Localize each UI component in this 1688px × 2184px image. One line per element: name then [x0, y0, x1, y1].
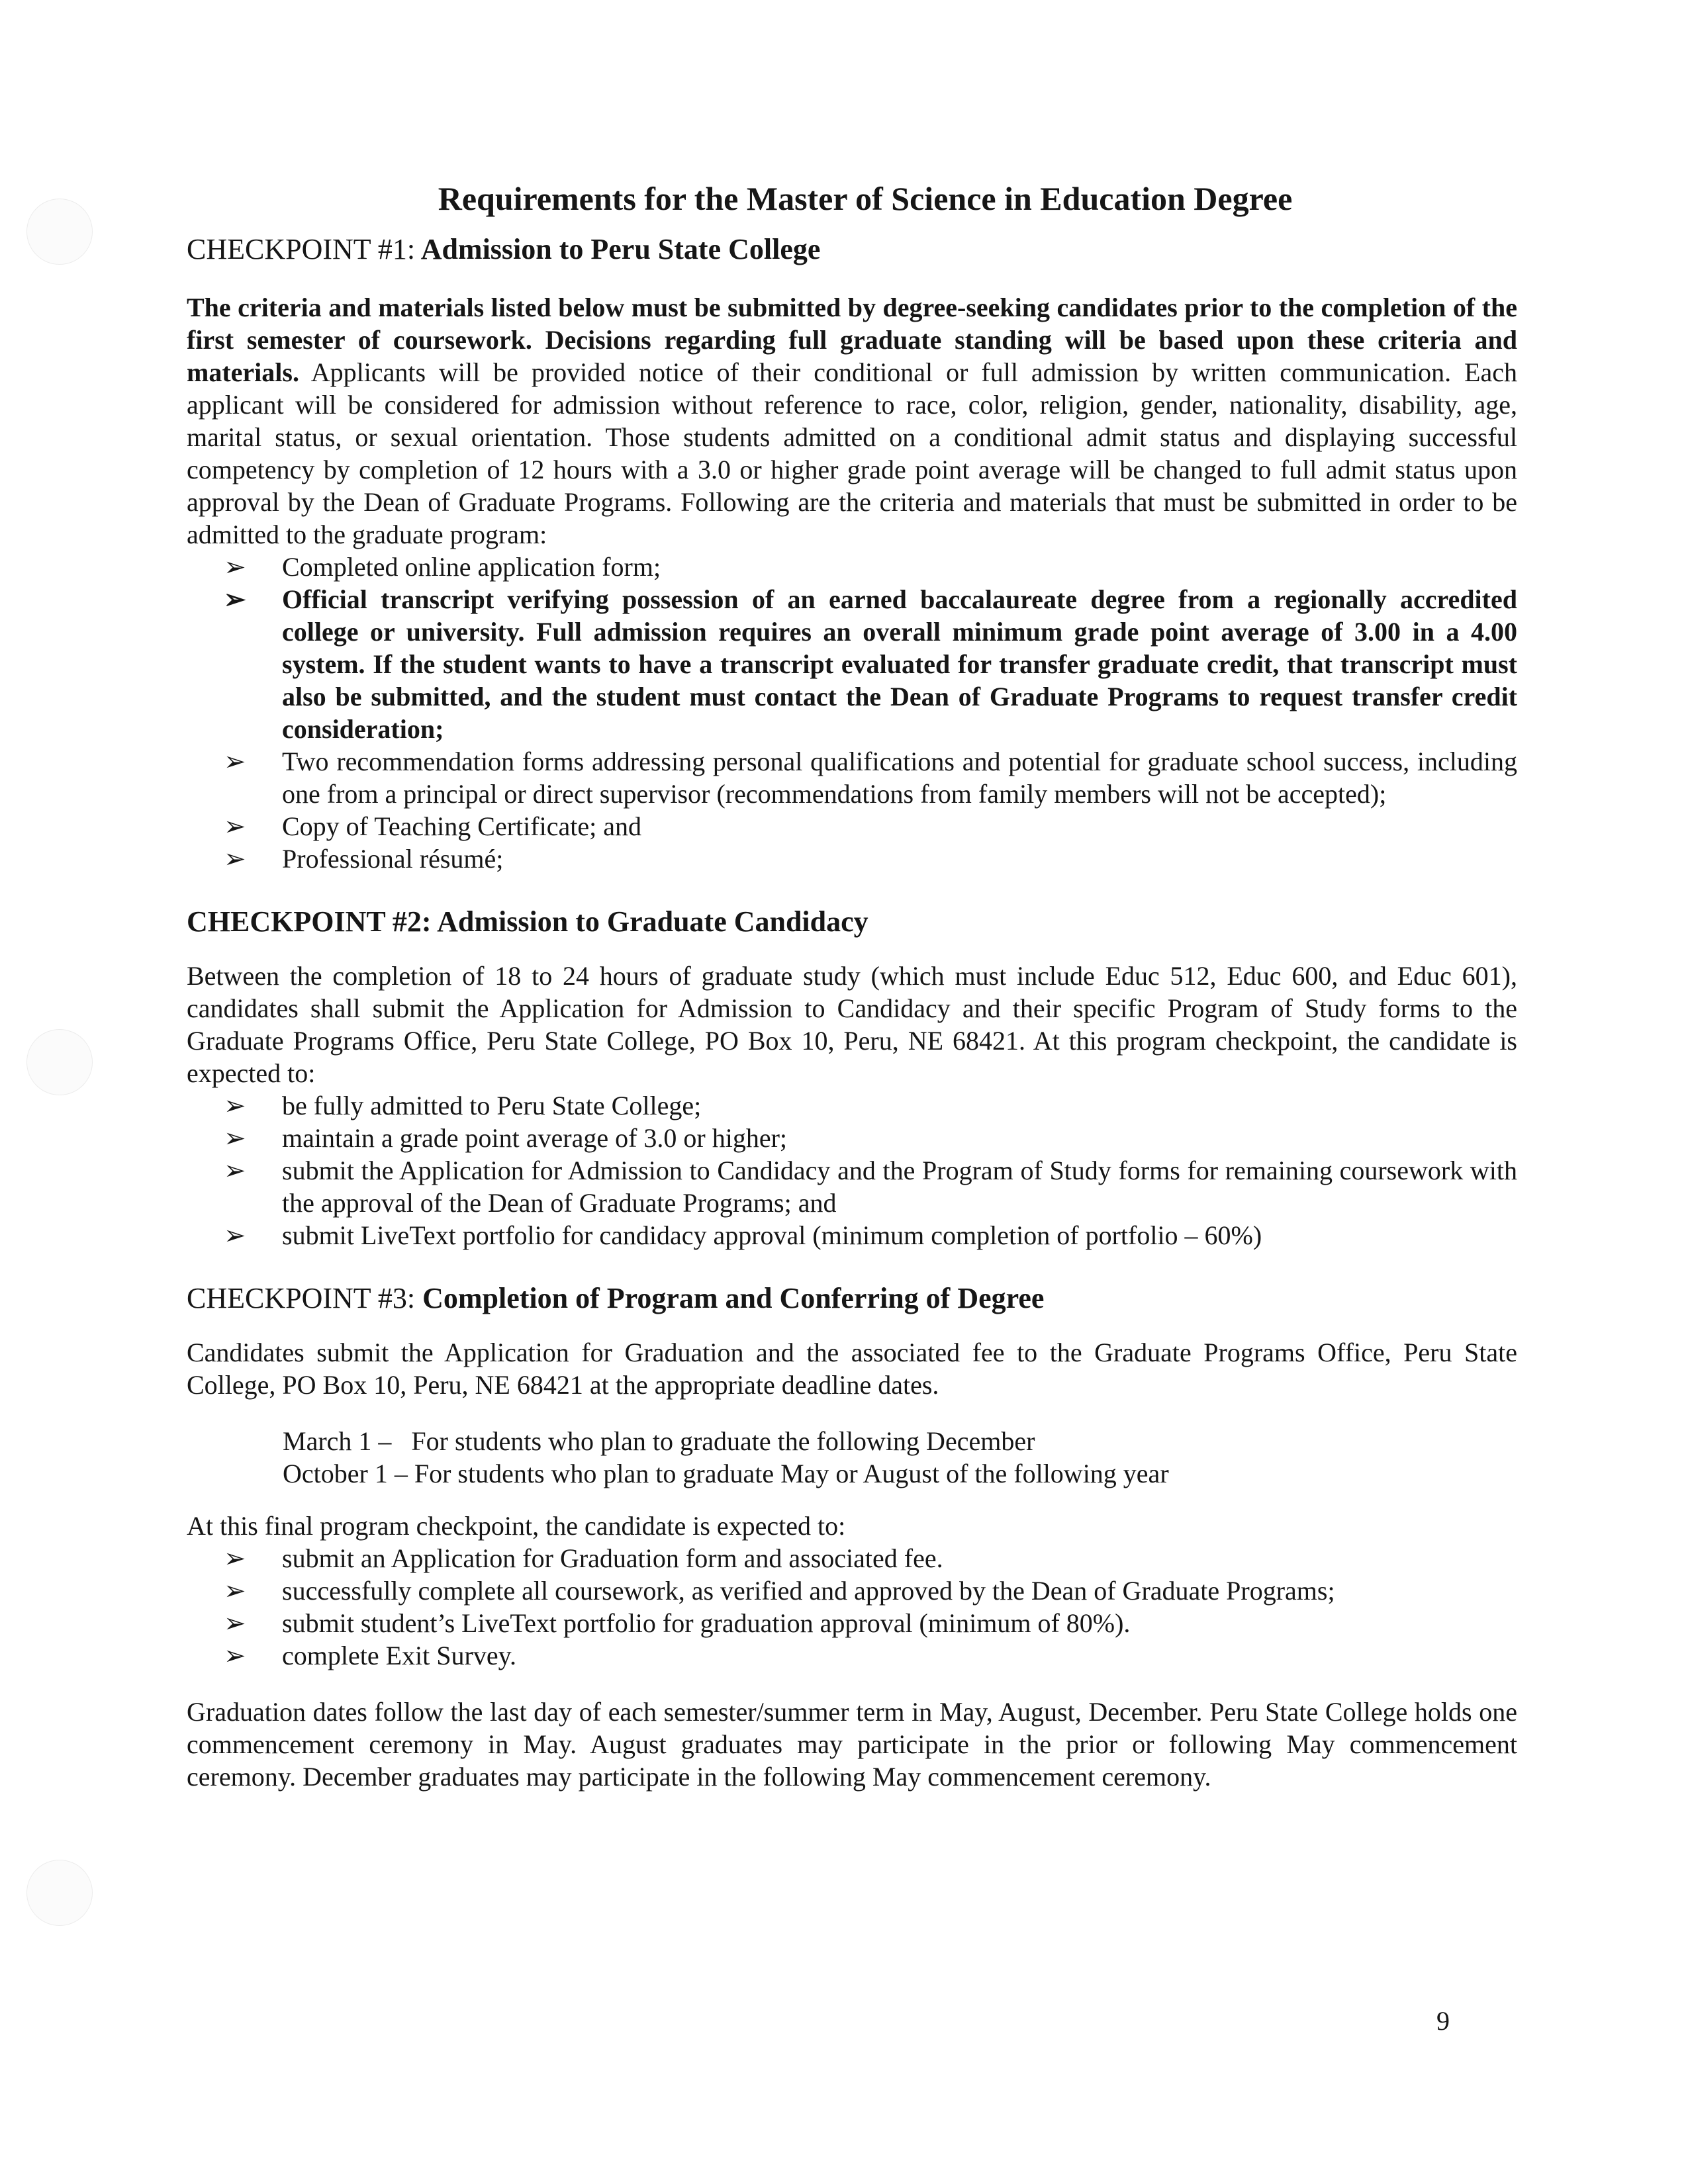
checkpoint-1-intro-bold: The criteria and materials listed below must be submitted by degree-seeking candidates prior to the completion of the first semester of coursework. Decisions regarding full graduate standing will be based upon these criteria and materials. — [187, 293, 1517, 387]
checkpoint-1-title: Admission to Peru State College — [420, 233, 821, 265]
checkpoint-3-heading — [187, 1281, 1517, 1316]
arrow-bullet-icon: ➢ — [224, 1641, 246, 1670]
list-item: ➢ complete Exit Survey. — [224, 1641, 516, 1670]
list-item: ➢ submit the Application for Admission to Candidacy and the Program of Study forms for remaining coursework with the approval of the Dean of Graduate Programs; and — [224, 1156, 1517, 1218]
document-body — [187, 179, 1517, 1793]
checkpoint-3-final-intro: At this final program checkpoint, the candidate is expected to: — [187, 1511, 846, 1541]
list-item: ➢ Two recommendation forms addressing personal qualifications and potential for graduate school success, including one from a principal or direct supervisor (recommendations from family members will not be accepted); — [224, 747, 1517, 809]
checkpoint-3-list — [224, 1542, 1517, 1672]
graduation-dates-note: Graduation dates follow the last day of each semester/summer term in May, August, December. Peru State College holds one commencement ceremony in May. August graduates may participate in the prior or following May commencement ceremony. December graduates may participate in the following May commencement ceremony. — [187, 1697, 1517, 1792]
list-item: ➢ submit student’s LiveText portfolio for graduation approval (minimum of 80%). — [224, 1608, 1131, 1638]
checkpoint-1-intro — [187, 291, 1517, 551]
page-title: Requirements for the Master of Science in Education Degree — [438, 180, 1293, 217]
arrow-bullet-icon: ➢ — [224, 1156, 246, 1185]
checkpoint-1-list — [224, 551, 1517, 875]
list-item: ➢ be fully admitted to Peru State College; — [224, 1091, 702, 1120]
arrow-bullet-icon: ➢ — [224, 1220, 246, 1250]
checkpoint-3-title: Completion of Program and Conferring of Degree — [422, 1282, 1045, 1314]
list-item: ➢ maintain a grade point average of 3.0 or higher; — [224, 1123, 788, 1153]
arrow-bullet-icon: ➢ — [224, 1091, 246, 1120]
deadline-dates — [283, 1425, 1517, 1490]
checkpoint-2-list — [224, 1089, 1517, 1251]
arrow-bullet-icon: ➢ — [224, 747, 246, 776]
checkpoint-1-heading — [187, 232, 1517, 267]
binder-hole-bottom — [26, 1860, 93, 1926]
arrow-bullet-icon: ➢ — [224, 1543, 246, 1573]
binder-hole-top — [26, 199, 93, 265]
arrow-bullet-icon: ➢ — [224, 1608, 246, 1638]
list-item: ➢ Copy of Teaching Certificate; and — [224, 811, 641, 841]
arrow-bullet-icon: ➢ — [224, 811, 246, 841]
list-item: ➢ Professional résumé; — [224, 844, 504, 874]
page-number: 9 — [1436, 2006, 1450, 2036]
binder-hole-middle — [26, 1029, 93, 1095]
checkpoint-3-intro: Candidates submit the Application for Graduation and the associated fee to the Graduate Programs Office, Peru State College, PO Box 10, Peru, NE 68421 at the appropriate deadline dates. — [187, 1338, 1517, 1400]
arrow-bullet-icon: ➢ — [224, 584, 246, 614]
checkpoint-3-label: CHECKPOINT #3: — [187, 1282, 416, 1314]
checkpoint-1-intro-text: Applicants will be provided notice of their conditional or full admission by written communication. Each applicant will be considered for admission without reference to race, color, religion, gender, nationality, disability, age, marital status, or sexual orientation. Those students admitted on a conditional admit status and displaying successful competency by completion of 12 hours with a 3.0 or higher grade point average will be changed to full admit status upon approval by the Dean of Graduate Programs. Following are the criteria and materials that must be submitted in order to be admitted to the graduate program: — [187, 357, 1517, 549]
list-item: ➢ Official transcript verifying possession of an earned baccalaureate degree from a regionally accredited college or university. Full admission requires an overall minimum grade point average of 3.00 in a 4.00 system. If the student wants to have a transcript evaluated for transfer graduate credit, that transcript must also be submitted, and the student must contact the Dean of Graduate Programs to request transfer credit consideration; — [224, 584, 1517, 744]
arrow-bullet-icon: ➢ — [224, 552, 246, 582]
arrow-bullet-icon: ➢ — [224, 1123, 246, 1153]
arrow-bullet-icon: ➢ — [224, 1576, 246, 1606]
deadline-date-march: March 1 – For students who plan to graduate the following December — [283, 1426, 1035, 1456]
checkpoint-2-heading: CHECKPOINT #2: Admission to Graduate Candidacy — [187, 905, 868, 938]
list-item: ➢ successfully complete all coursework, as verified and approved by the Dean of Graduate Programs; — [224, 1576, 1335, 1606]
list-item: ➢ Completed online application form; — [224, 552, 661, 582]
deadline-date-october: October 1 – For students who plan to graduate May or August of the following year — [283, 1459, 1169, 1488]
checkpoint-2-intro: Between the completion of 18 to 24 hours of graduate study (which must include Educ 512, Educ 600, and Educ 601), candidates shall submit the Application for Admission to Candidacy and their specific Program of Study forms to the Graduate Programs Office, Peru State College, PO Box 10, Peru, NE 68421. At this program checkpoint, the candidate is expected to: — [187, 961, 1517, 1088]
checkpoint-1-label: CHECKPOINT #1: — [187, 233, 416, 265]
list-item: ➢ submit LiveText portfolio for candidacy approval (minimum completion of portfolio – 60%) — [224, 1220, 1262, 1250]
list-item: ➢ submit an Application for Graduation form and associated fee. — [224, 1543, 943, 1573]
arrow-bullet-icon: ➢ — [224, 844, 246, 874]
